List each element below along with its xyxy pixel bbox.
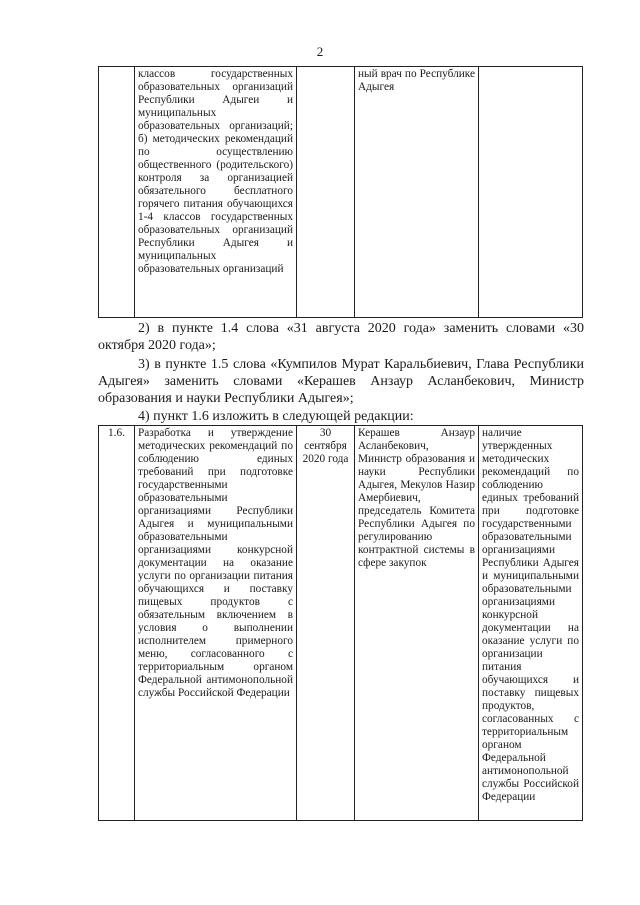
amendment-paragraph-3: 4) пункт 1.6 изложить в следующей редакции: (138, 409, 414, 424)
continuation-responsible-text: ный врач по Республике Адыгея (358, 68, 475, 93)
cell-action (135, 426, 297, 821)
cell-deadline (297, 67, 355, 318)
cell-result (479, 426, 583, 821)
continuation-action-text: классов государственных образовательных организаций Республики Адыгеи и муниципальных образовательных организаций; б) методических рекомендаций по осуществлению общественного (родительского) контроля за организацией обязательного бесплатного горячего питания обучающихся 1-4 классов государственных образовательных организаций Республики Адыгея и муниципальных образовательных организаций (138, 68, 293, 275)
cell-result (479, 67, 583, 318)
page-number: 2 (316, 44, 324, 59)
cell-action (135, 67, 297, 318)
cell-responsible (355, 67, 479, 318)
item-deadline-text: 30 сентября 2020 года (302, 427, 349, 465)
table-item-1-6 (98, 425, 583, 821)
cell-deadline (297, 426, 355, 821)
table-row (99, 426, 583, 821)
cell-responsible (355, 426, 479, 821)
cell-number (99, 67, 135, 318)
table-row (99, 67, 583, 318)
amendment-paragraph-1: 2) в пункте 1.4 слова «31 августа 2020 года» заменить словами «30 октября 2020 года»; (98, 321, 584, 353)
item-action-text: Разработка и утверждение методических рекомендаций по соблюдению единых требований при подготовке государственными образовательными организациями Республики Адыгея и муниципальными образовательными организациями конкурсной документации на оказание услуги по организации питания обучающихся и поставку пищевых продуктов с обязательным включением в условия о выполнении исполнителем примерного меню, согласованного с территориальным органом Федеральной антимонопольной службы Российской Федерации (138, 427, 293, 699)
amendment-paragraph-2: 3) в пункте 1.5 слова «Кумпилов Мурат Каральбиевич, Глава Республики Адыгея» заменить словами «Керашев Анзаур Асланбекович, Министр образования и науки Республики Адыгея»; (98, 357, 584, 406)
cell-number (99, 426, 135, 821)
item-responsible-text: Керашев Анзаур Асланбекович, Министр образования и науки Республики Адыгея, Мекулов Назир Амербиевич, председатель Комитета Республики Адыгея по регулированию контрактной системы в сфере закупок (358, 427, 475, 569)
table-continuation (98, 66, 583, 318)
item-number: 1.6. (108, 427, 125, 439)
item-result-text: наличие утвержденных методических рекомендаций по соблюдению единых требований при подготовке государственными образовательными организациями Республики Адыгея и муниципальными образовательными организациями конкурсной документации на оказание услуги по организации питания обучающихся и поставку пищевых продуктов, согласованных с территориальным органом Федеральной антимонопольной службы Российской Федерации (482, 427, 579, 803)
